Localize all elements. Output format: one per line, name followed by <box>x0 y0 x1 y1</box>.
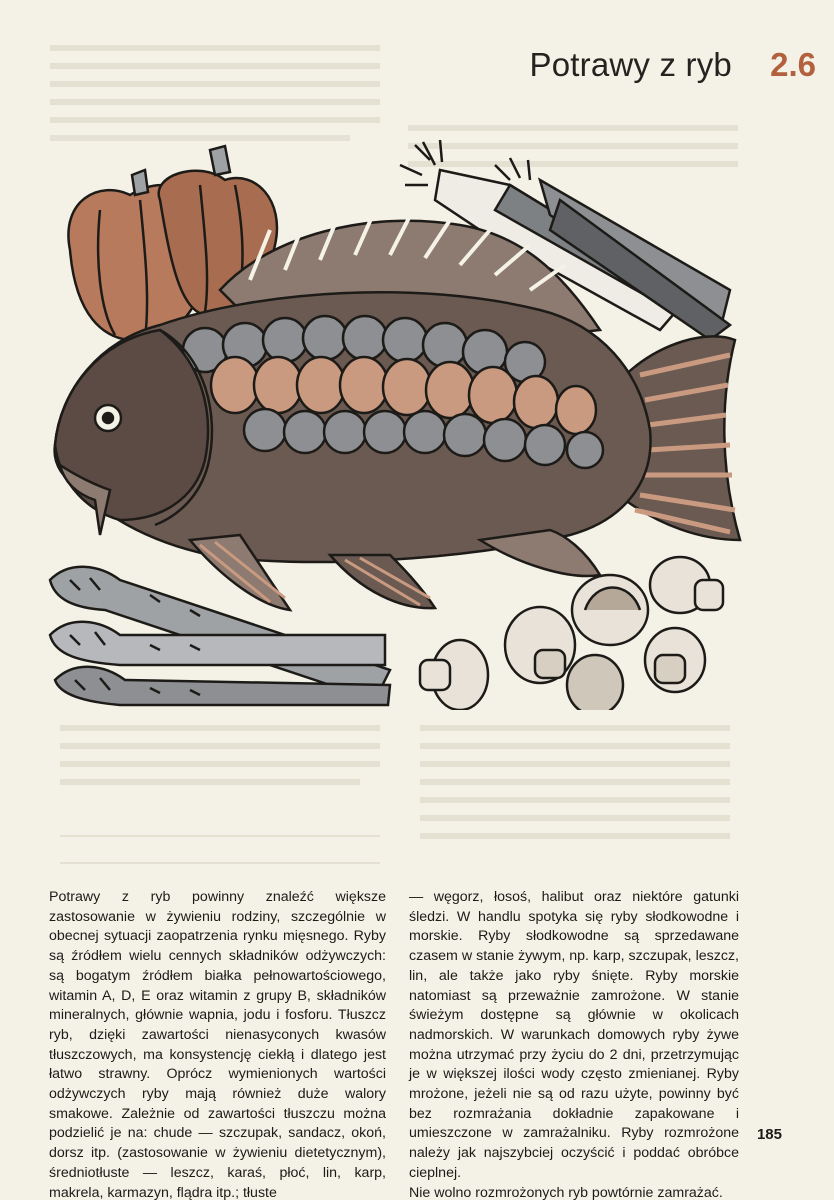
section-number: 2.6 <box>770 46 816 83</box>
body-text-left <box>49 888 386 1200</box>
carp-fish-image <box>55 292 651 610</box>
page-number: 185 <box>756 1126 782 1143</box>
mushrooms-image <box>420 557 723 710</box>
paragraph-right-final: Nie wolno rozmrożonych ryb powtórnie zamrażać. <box>409 1184 723 1200</box>
chapter-title: Potrawy z ryb <box>529 46 732 83</box>
asparagus-image <box>50 567 390 705</box>
fish-illustration <box>40 140 750 710</box>
paragraph-right: — węgorz, łosoś, halibut oraz niektóre gatunki śledzi. W handlu spotyka się ryby słodkowodne i morskie. Ryby słodkowodne są sprzedawane czasem w stanie żywym, np. karp, szczupak, leszcz, lin, ale także jako ryby śnięte. Ryby morskie natomiast są przeważnie zamrożone. W stanie świeżym dostępne są głównie w okolicach nadmorskich. W warunkach domowych ryby żywe można utrzymać przy życiu do 2 dni, przetrzymując je w większej ilości wody często zmienianej. Ryby mrożone, jeżeli nie są od razu użyte, powinny być bez rozmrażania dokładnie zapakowane i umieszczone w zamrażalniku. Ryby rozmrożone należy jak najszybciej oczyścić i poddać obróbce cieplnej. <box>409 889 739 1181</box>
body-text-right <box>409 888 739 1200</box>
paragraph-left: Potrawy z ryb powinny znaleźć większe zastosowanie w żywieniu rodziny, szczególnie w obecnej sytuacji zaopatrzenia rynku mięsnego. Ryby są źródłem wielu cennych składników odżywczych: są bogatym źródłem białka pełnowartościowego, witamin A, D, E oraz witamin z grupy B, składników mineralnych, głównie wapnia, jodu i fosforu. Tłuszcz ryb, dzięki zawartości nienasyconych kwasów tłuszczowych, ma konsystencję ciekłą i dlatego jest łatwo strawny. Oprócz wymienionych wartości odżywczych ryby mają również duże walory smakowe. Zależnie od zawartości tłuszczu można podzielić je na: chude — szczupak, sandacz, okoń, dorsz itp. (zastosowanie w żywieniu dietetycznym), średniotłuste — leszcz, karaś, płoć, lin, karp, makrela, karmazyn, flądra itp.; tłuste <box>49 889 386 1200</box>
